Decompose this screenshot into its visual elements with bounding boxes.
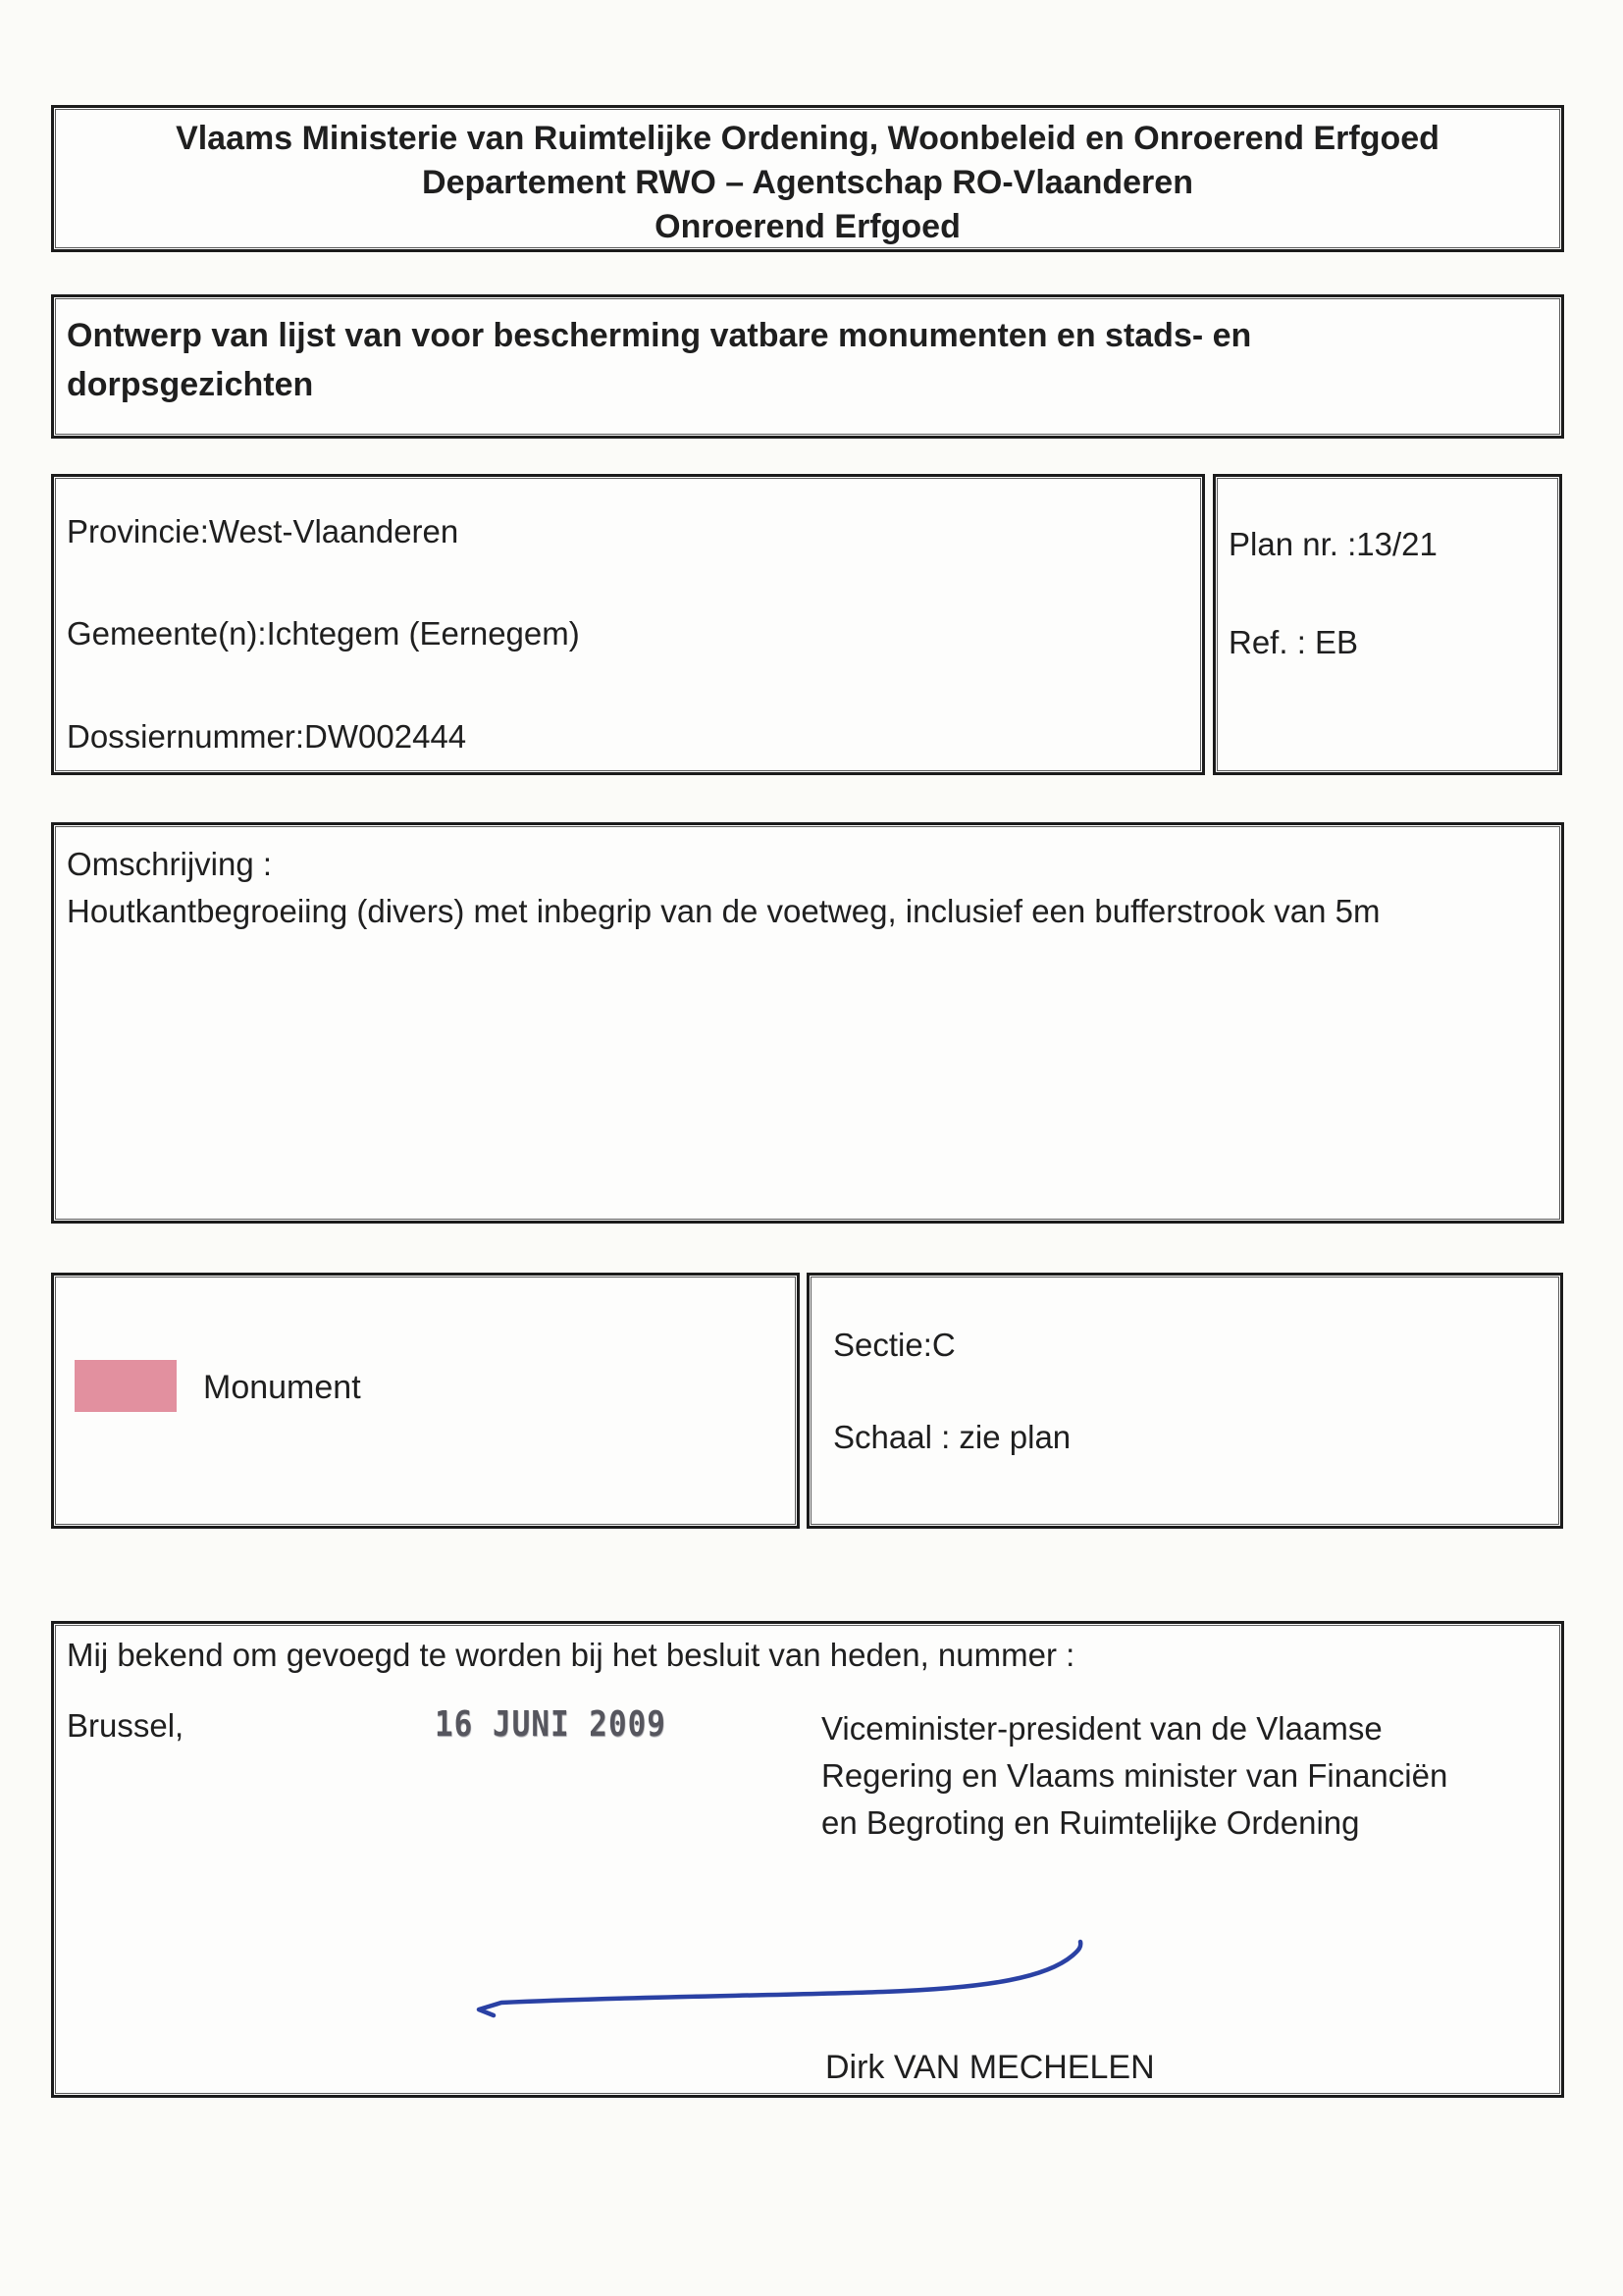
monument-swatch-svg [75, 1360, 177, 1412]
document-title: Ontwerp van lijst van voor bescherming vatbare monumenten en stads- en dorpsgezichten [67, 317, 1252, 403]
department-name: Departement RWO – Agentschap RO-Vlaanderen [422, 164, 1193, 201]
description-text: Houtkantbegroeiing (divers) met inbegrip van de voetweg, inclusief een bufferstrook van 5m [67, 893, 1381, 929]
document-title-box [51, 294, 1564, 439]
signer-name: Dirk VAN MECHELEN [825, 2049, 1155, 2086]
gemeente-field: Gemeente(n):Ichtegem (Eernegem) [67, 615, 580, 652]
ministry-name: Vlaams Ministerie van Ruimtelijke Ordening, Woonbeleid en Onroerend Erfgoed [176, 120, 1440, 157]
description-label: Omschrijving : [67, 846, 273, 882]
dossiernummer-field: Dossiernummer:DW002444 [67, 718, 467, 755]
monument-label: Monument [203, 1369, 361, 1406]
schaal-field: Schaal : zie plan [833, 1419, 1072, 1455]
minister-title: Viceminister-president van de Vlaamse Regering en Vlaams minister van Financiën en Begroting en Ruimtelijke Ordening [821, 1710, 1448, 1841]
plan-ref-box [1213, 474, 1562, 775]
ministry-header-box [51, 105, 1564, 252]
plan-nr-field: Plan nr. :13/21 [1229, 526, 1438, 562]
attestation-box [51, 1621, 1564, 2098]
provincie-field: Provincie:West-Vlaanderen [67, 513, 459, 549]
signature-svg [54, 1624, 1561, 2095]
monument-color-swatch [75, 1360, 177, 1412]
location-details-box [51, 474, 1205, 775]
description-box [51, 822, 1564, 1224]
sectie-schaal-box [807, 1273, 1563, 1529]
place-label: Brussel, [67, 1707, 184, 1744]
date-stamp: 16 JUNI 2009 [435, 1704, 666, 1746]
sectie-field: Sectie:C [833, 1327, 956, 1363]
ref-field: Ref. : EB [1229, 624, 1359, 660]
legend-box [51, 1273, 800, 1529]
attestation-intro: Mij bekend om gevoegd te worden bij het besluit van heden, nummer : [67, 1637, 1075, 1673]
agency-name: Onroerend Erfgoed [654, 208, 961, 245]
pen-signature-stroke [479, 1942, 1080, 2015]
